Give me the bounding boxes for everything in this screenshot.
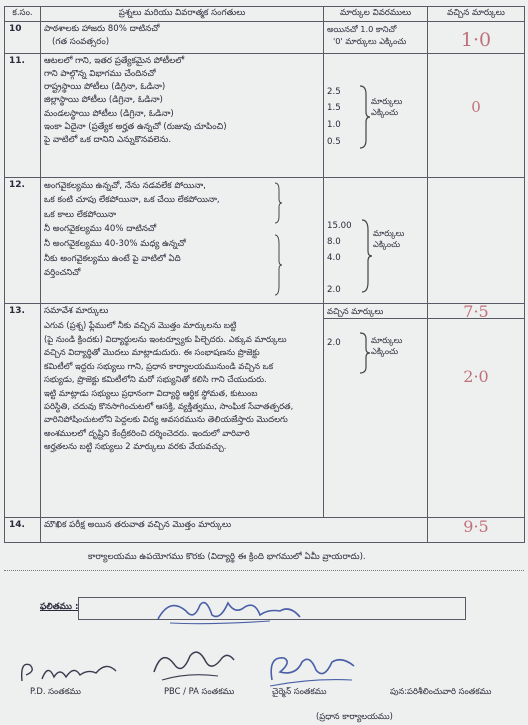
row-14-text: మౌఖిక పరీక్ష అయిన తరువాత వచ్చిన మొత్తం మార్కులు: [41, 517, 428, 542]
row-14: [5, 517, 525, 542]
row-13-para-line-4: కమిటీలో ఇద్దరు సభ్యులు గాని, ప్రధాన కార్యాలయమునుండి వచ్చిన ఒక: [44, 360, 274, 371]
row-11-obtained-cell[interactable]: [428, 53, 525, 177]
row-13-para-line-6: ఇట్టి మాట్లాడు సభ్యులు ప్రధానంగా విద్యార్థి ఆర్థిక స్థోమత, కుటుంబ: [44, 387, 258, 398]
row-10-question: [41, 22, 324, 54]
row-13-para-line-8: వారినిపోషించుటలోని పెద్దలకు విద్య అవసరమును తెలియజేస్తారు మొదలగు: [44, 414, 288, 425]
result-label: ఫలితము :: [40, 602, 79, 612]
row-10-number: 10: [5, 22, 41, 54]
row-11-brace: [357, 84, 371, 151]
row-13-para-line-9: అంశములలో దృష్టిని కేంద్రీకరించి దర్శించెదరు. ఇందులో వారివారి: [44, 427, 250, 438]
row-11-number: 11.: [5, 53, 41, 177]
row-11-obtained-handwritten: 0: [471, 97, 481, 116]
row-11-item-2: జిల్లాస్థాయి పోటీలు (డిగ్రినా, ఓడినా): [44, 95, 163, 106]
row-13-para-line-10: అర్హతలను బట్టి సభ్యులు 2 మార్కులు వరకు వేయవచ్చు.: [44, 441, 227, 452]
row-13: [5, 303, 525, 517]
row-13-para-line-7: పరిస్థితి, చదువు కొనసాగించుటలో ఆసక్తి, వ్యక్తిత్వము, సాంఘిక సేవాతత్పరత,: [44, 401, 294, 412]
result-signature-scribble: [150, 595, 320, 627]
row-11-item-4: ఇంకా ఏదైనా (ప్రత్యేక అర్హత ఉన్నచో (రుజువు చూపించి): [44, 122, 227, 133]
row-11: [5, 53, 525, 177]
row-12-marks-detail: [324, 177, 428, 303]
row-12-number: 12.: [5, 177, 41, 303]
row-12-item-1: నీ అంగవైకల్యము 40% దాటినచో: [44, 224, 157, 235]
row-13-brace-label-1: మార్కులు: [371, 335, 403, 346]
row-12-obtained-cell[interactable]: [428, 177, 525, 303]
row-12-items-brace: [273, 234, 283, 296]
row-13-obtained-top-handwritten: 7·5: [463, 301, 489, 321]
row-10-line-1: పాఠశాలకు హాజరు 80% దాటినచో: [44, 24, 160, 34]
row-13-number: 13.: [5, 303, 41, 517]
table-header-row: [5, 7, 525, 22]
row-13-para-line-1: ఎగువ (ప్రశ్న) ఫ్లేములో నీకు వచ్చిన మొత్తం మార్కులను బట్టి: [44, 320, 237, 331]
header-marks-detail: మార్కుల వివరములు: [324, 7, 428, 22]
row-11-value-3: 1.0: [327, 120, 341, 130]
row-12-value-3: 4.0: [327, 253, 341, 264]
row-13-question: [41, 303, 324, 517]
section-divider: [4, 570, 524, 571]
row-13-para-line-2: (పై నుండి క్రిందకు) విద్యార్థులను ఇంటర్వ్యూకు పిల్చెదరు. ఎక్కువ మార్కులు: [44, 333, 287, 344]
row-11-item-1: రాష్ట్రస్థాయి పోటీలు (డిగ్రినా, ఓడినా): [44, 82, 166, 93]
row-11-item-3: మండలస్థాయి పోటీలు (డిగ్రినా, ఓడినా): [44, 108, 174, 119]
row-11-question: [41, 53, 324, 177]
row-13-title: సమావేశ మార్కులు: [44, 305, 109, 316]
row-11-marks-detail: [324, 53, 428, 177]
row-13-obtained-cell[interactable]: [428, 303, 525, 517]
verifier-signature-label: పున:పరిశీలించువారి సంతకము: [390, 686, 492, 696]
row-13-para-line-5: సభ్యుడు, ప్రొజెక్టు కమిటీలోని మరో సభ్యునితో కలిసి గాని చేయుదురు.: [44, 374, 267, 385]
row-11-value-1: 2.5: [327, 86, 341, 97]
marks-table: [4, 6, 525, 543]
row-11-intro-2: గాని పాల్గొన్న విభాగము చేందినచో: [44, 68, 156, 79]
pd-signature-label: P.D. సంతకము: [30, 686, 81, 696]
row-11-value-4: 0.5: [327, 136, 341, 147]
row-10: [5, 22, 525, 54]
row-12-last-line: వర్తించనిచో: [44, 268, 81, 279]
row-12: [5, 177, 525, 303]
row-12-brace-label-1: మార్కులు: [373, 227, 405, 238]
row-12-value-last: 2.0: [327, 285, 341, 296]
row-14-number: 14.: [5, 517, 41, 542]
header-serial-no: క.సం.: [5, 7, 41, 22]
row-12-intro-2: ఒక కంటి చూపు లేకపోయినా, ఒక చేయి లేకపోయినా,: [44, 195, 220, 206]
row-12-intro-brace: [273, 182, 283, 224]
header-question: ప్రశ్నలు మరియు వివరాత్మక సంగతులు: [41, 7, 324, 22]
row-12-intro-3: ఒక కాలు లేకపోయినా: [44, 209, 117, 220]
row-10-marks-line-2: '0' మార్కులు ఎక్కించు: [333, 36, 407, 47]
row-12-intro-1: అంగవైకల్యము ఉన్నచో, నేను నడవలేక పోయినా,: [44, 180, 206, 191]
row-13-marks-detail: [324, 303, 428, 517]
row-12-brace-label-2: ఎక్కించు: [373, 238, 401, 249]
row-13-value: 2.0: [327, 338, 341, 349]
chair-signature-scribble: [262, 650, 362, 690]
pbc-signature-scribble: [148, 642, 238, 686]
row-13-subheader: వచ్చిన మార్కులు: [324, 304, 427, 320]
chair-signature-label: చైర్మెన్ సంతకము: [272, 686, 327, 696]
row-11-outro: పై వాటిలో ఒక దానిని ఎన్నుకొనవలెను.: [44, 135, 172, 146]
row-11-intro-1: ఆటలలో గాని, ఇతర ప్రత్యేకమైన పోటీలలో: [44, 55, 185, 66]
office-use-note: కార్యాలయము ఉపయోగము కొరకు (విద్యార్థి ఈ క్రింది భాగములో ఏమీ వ్రాయరాదు).: [88, 552, 366, 562]
row-13-paragraph: [44, 319, 320, 453]
row-12-brace: [359, 218, 373, 299]
row-12-value-1: 15.00: [327, 220, 352, 231]
verifier-signature-sublabel: (ప్రధాన కార్యాలయము): [316, 711, 393, 721]
row-10-obtained-handwritten: 1·0: [460, 29, 492, 51]
row-12-item-2: నీ అంగవైకల్యము 40-30% మధ్య ఉన్నచో: [44, 238, 186, 249]
row-13-brace-label-2: ఎక్కించు: [371, 346, 399, 357]
header-obtained: వచ్చిన మార్కులు: [428, 7, 525, 22]
pd-signature-scribble: [16, 655, 136, 687]
row-14-obtained-handwritten: 9·5: [463, 516, 489, 536]
row-10-line-2: (గత సంవత్సరం): [52, 36, 110, 47]
row-11-value-2: 1.5: [327, 103, 341, 114]
row-13-brace: [357, 331, 371, 357]
row-10-marks-detail: [324, 22, 428, 54]
pbc-signature-label: PBC / PA సంతకము: [164, 686, 235, 696]
row-12-question: [41, 177, 324, 303]
row-10-obtained-cell[interactable]: [428, 22, 525, 54]
row-12-item-3: నీకు అంగవైకల్యము ఉంటే పై వాటిలో ఏది: [44, 253, 181, 264]
row-11-brace-label-1: మార్కులు: [371, 95, 403, 106]
row-12-value-2: 8.0: [327, 236, 341, 247]
row-14-obtained-cell[interactable]: [428, 517, 525, 542]
row-13-para-line-3: వచ్చిన విద్యార్థితో మొదలు మాట్లాడుదురు. ఈ సంభాషణను ప్రొజెక్టు: [44, 347, 260, 358]
row-10-marks-line-1: అయినచో 1.0 కానిచో: [327, 24, 397, 34]
row-13-obtained-handwritten: 2·0: [463, 366, 489, 386]
row-11-brace-label-2: ఎక్కించు: [371, 106, 399, 117]
